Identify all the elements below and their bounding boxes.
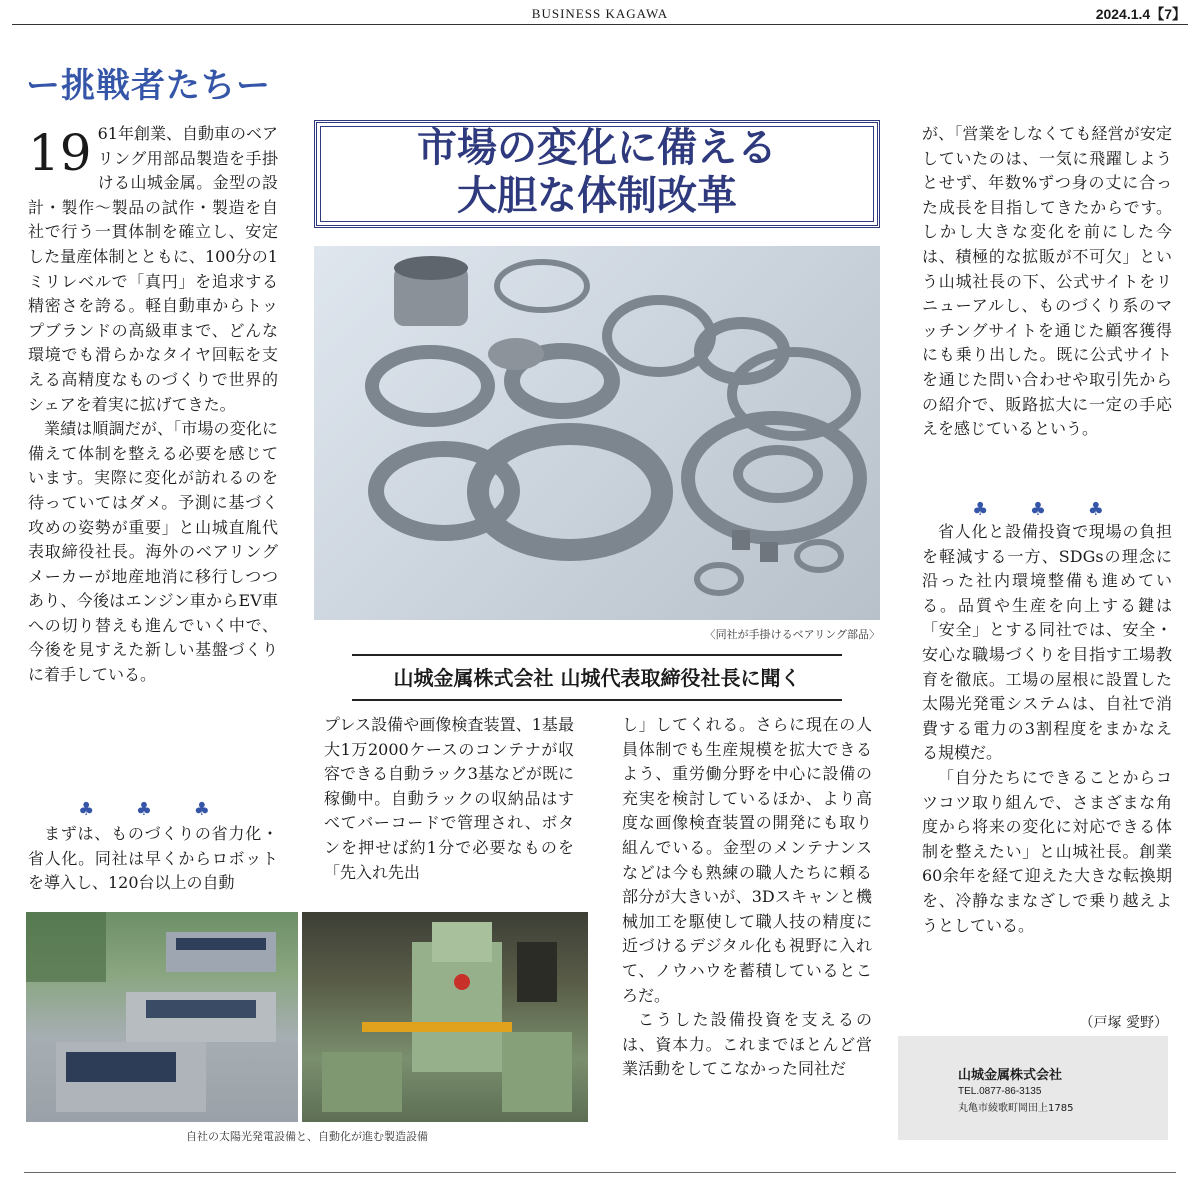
company-name: 山城金属株式会社 — [958, 1068, 1063, 1083]
headline — [314, 124, 880, 220]
headline-line-2: 大胆な体制改革 — [457, 172, 737, 219]
dropcap: 19 — [28, 124, 92, 182]
bottom-photos-caption: 自社の太陽光発電設備と、自動化が進む製造設備 — [186, 1130, 428, 1143]
paragraph-5: し」してくれる。さらに現在の人員体制でも生産規模を拡大できるよう、重労働分野を中心に設備の充実を検討しているほか、より高度な画像検査装置の開発にも取り組んでいる。金型のメンテナンスなどは今も熟練の職人たちに頼る部分が大きいが、3Dスキャンと機械加工を駆使して職人技の精度に近づけるデジタル化も視野に入れて、ノウハウを蓄積しているところだ。 — [622, 715, 872, 1005]
aerial-illustration — [26, 912, 298, 1122]
factory-illustration — [302, 912, 588, 1122]
article-column-4 — [622, 713, 872, 1082]
automated-press-equipment-photo — [302, 912, 588, 1122]
date-page: 2024.1.4【7】 — [1095, 6, 1186, 22]
paragraph-8: 省人化と設備投資で現場の負担を軽減する一方、SDGsの理念に沿った社内環境整備も進めている。品質や生産を向上する鍵は「安全」とする同社では、安全・安心な職場づくりを目指す工場教育を徹底。工場の屋根に設置した太陽光発電システムは、自社で消費する電力の3割程度をまかなえる規模だ。 — [922, 522, 1172, 763]
paragraph-1: 61年創業、自動車のベアリング用部品製造を手掛ける山城金属。金型の設計・製作〜製品の試作・製造を自社で行う一貫体制を確立し、安定した量産体制とともに、100分の1ミリレベルで「真円」を追求する精密さを誇る。軽自動車からトップブランドの高級車まで、どんな環境でも滑らかなタイヤ回転を支える高精度なものづくりで世界的シェアを着実に拡げてきた。 — [28, 124, 278, 414]
solar-factory-aerial-photo — [26, 912, 298, 1122]
section-marker-1: ♣ ♣ ♣ — [78, 799, 228, 820]
author-credit: （戸塚 愛野） — [1079, 1015, 1168, 1031]
section-marker-2: ♣ ♣ ♣ — [972, 499, 1122, 520]
paragraph-7: が、「営業をしなくても経営が安定していたのは、一気に飛躍しようとせず、年数%ずつ身の丈に合った成長を目指してきたからです。しかし大きな変化を前にした今は、積極的な拡販が不可欠」という山城社長の下、公式サイトをリニューアルし、ものづくり系のマッチングサイトを通じた顧客獲得にも乗り出した。既に公式サイトを通じた問い合わせや取引先からの紹介で、販路拡大に一定の手応えを感じているという。 — [922, 124, 1172, 439]
article-column-5 — [922, 122, 1172, 442]
subheadline: 山城金属株式会社 山城代表取締役社長に聞く — [352, 654, 842, 701]
headline-line-1: 市場の変化に備える — [417, 124, 777, 171]
bearing-parts-illustration — [314, 246, 880, 620]
header-rule — [12, 24, 1188, 25]
paragraph-2: 業績は順調だが、「市場の変化に備えて体制を整える必要を感じています。実際に変化が訪れるのを待っていてはダメ。予測に基づく攻めの姿勢が重要」と山城直胤代表取締役社長。海外のベアリングメーカーが地産地消に移行しつつあり、今後はエンジン車からEV車への切り替えも進んでいく中で、今後を見すえた新しい基盤づくりに着手している。 — [28, 419, 278, 685]
paragraph-3: まずは、ものづくりの省力化・省人化。同社は早くからロボットを導入し、120台以上の自動 — [28, 824, 278, 893]
paragraph-9: 「自分たちにできることからコツコツ取り組んで、さまざまな角度から将来の変化に対応できる体制を整えたい」と山城社長。創業60余年を経て迎えた大きな転換期を、冷静なまなざしで乗り越えようとしている。 — [922, 767, 1172, 935]
main-photo-caption: 〈同社が手掛けるベアリング部品〉 — [704, 628, 880, 641]
article-column-5b — [922, 520, 1172, 938]
bottom-rule — [24, 1172, 1176, 1173]
company-tel: TEL.0877-86-3135 — [958, 1086, 1042, 1097]
article-column-1 — [28, 122, 278, 688]
paragraph-4: プレス設備や画像検査装置、1基最大1万2000ケースのコンテナが収容できる自動ラック3基などが既に稼働中。自動ラックの収納品はすべてバーコードで管理され、ボタンを押せば約1分で必要なものを「先入れ先出 — [324, 715, 574, 882]
bearing-parts-photo — [314, 246, 880, 620]
paragraph-6: こうした設備投資を支えるのは、資本力。これまでほとんど営業活動をしてこなかった同社だ — [622, 1010, 872, 1079]
company-address: 丸亀市綾歌町岡田上1785 — [958, 1103, 1074, 1114]
article-column-3 — [324, 713, 574, 885]
series-title: ー挑戦者たちー — [26, 66, 271, 106]
publication-name: BUSINESS KAGAWA — [531, 6, 669, 21]
article-column-1b — [28, 822, 278, 896]
